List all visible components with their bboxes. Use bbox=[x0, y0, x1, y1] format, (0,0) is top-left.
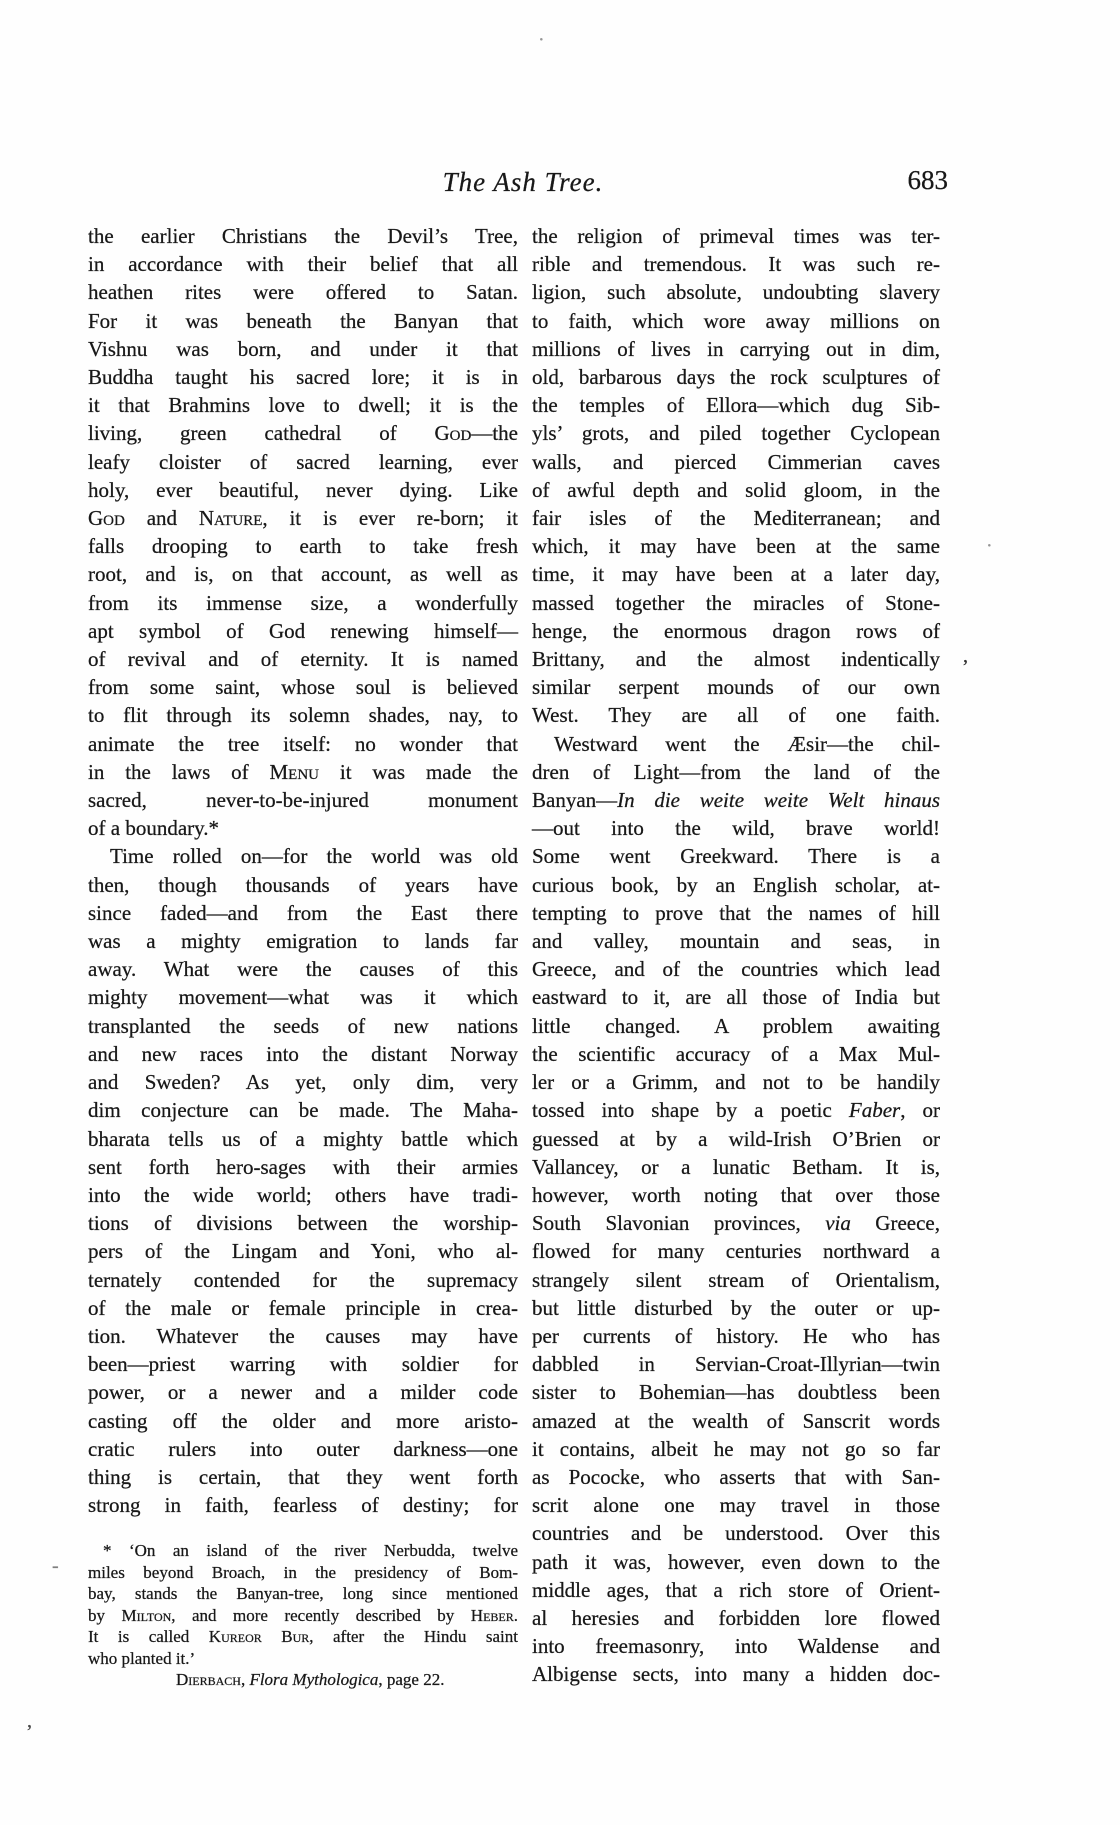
text-run: to flit through its solemn shades, nay, to bbox=[88, 703, 518, 728]
small-caps-text: Heber bbox=[470, 1605, 514, 1625]
text-run: who planted it.’ bbox=[88, 1648, 196, 1668]
text-line bbox=[88, 560, 518, 588]
text-run: the scientific accuracy of a Max Mul- bbox=[532, 1041, 940, 1066]
text-run: in accordance with their belief that all bbox=[88, 252, 518, 277]
text-run: Westward went the Æsir—the chil- bbox=[554, 731, 940, 756]
text-run: Buddha taught his sacred lore; it is in bbox=[88, 365, 518, 390]
text-run: been—priest warring with soldier for bbox=[88, 1352, 518, 1377]
text-line bbox=[532, 617, 940, 645]
text-run: Greece, and of the countries which lead bbox=[532, 957, 940, 982]
text-line bbox=[88, 278, 518, 306]
text-run: transplanted the seeds of new nations bbox=[88, 1013, 518, 1038]
text-run: thing is certain, that they went forth bbox=[88, 1464, 518, 1489]
text-run: amazed at the wealth of Sanscrit words bbox=[532, 1408, 940, 1433]
text-line bbox=[532, 1040, 940, 1068]
text-line bbox=[532, 1548, 940, 1576]
text-run: animate the tree itself: no wonder that bbox=[88, 731, 518, 756]
text-line bbox=[88, 983, 518, 1011]
text-line bbox=[532, 476, 940, 504]
text-run: , after the Hindu saint bbox=[309, 1627, 518, 1646]
text-run: tossed into shape by a poetic bbox=[532, 1098, 849, 1123]
text-line bbox=[88, 335, 518, 363]
text-run: guessed at by a wild-Irish O’Brien or bbox=[532, 1126, 940, 1151]
text-line bbox=[532, 758, 940, 786]
text-line bbox=[88, 250, 518, 278]
text-run: , page 22. bbox=[378, 1670, 445, 1689]
text-run: middle ages, that a rich store of Orient- bbox=[532, 1577, 940, 1602]
text-line bbox=[88, 532, 518, 560]
text-line bbox=[88, 589, 518, 617]
text-run: countries and be understood. Over this bbox=[532, 1521, 940, 1546]
text-run: then, though thousands of years have bbox=[88, 872, 518, 897]
text-line bbox=[532, 589, 940, 617]
text-run: the temples of Ellora—which dug Sib- bbox=[532, 393, 940, 418]
text-line bbox=[88, 419, 518, 447]
text-run: fair isles of the Mediterranean; and bbox=[532, 506, 940, 531]
text-run: into freemasonry, into Waldense and bbox=[532, 1634, 940, 1659]
italic-text: via bbox=[825, 1211, 851, 1236]
italic-text: In die weite weite Welt hinaus bbox=[617, 788, 940, 813]
right-column bbox=[532, 222, 940, 1689]
text-line bbox=[532, 701, 940, 729]
text-line bbox=[532, 1237, 940, 1265]
text-run: heathen rites were offered to Satan. bbox=[88, 280, 518, 305]
text-line bbox=[88, 1237, 518, 1265]
text-run: from some saint, whose soul is believed bbox=[88, 675, 518, 700]
text-run: it that Brahmins love to dwell; it is the bbox=[88, 393, 518, 418]
text-line bbox=[532, 1294, 940, 1322]
text-run: power, or a newer and a milder code bbox=[88, 1380, 518, 1405]
text-run: strangely silent stream of Orientalism, bbox=[532, 1267, 940, 1292]
text-run: South Slavonian provinces, bbox=[532, 1211, 826, 1236]
text-line bbox=[88, 1605, 518, 1627]
footnote bbox=[88, 1540, 518, 1691]
text-line bbox=[88, 391, 518, 419]
text-line bbox=[88, 363, 518, 391]
text-run: bay, stands the Banyan-tree, long since mentioned bbox=[88, 1584, 518, 1603]
text-run: sacred, never-to-be-injured monument bbox=[88, 788, 518, 813]
text-line bbox=[532, 1266, 940, 1294]
text-run: Time rolled on—for the world was old bbox=[110, 844, 518, 869]
text-line bbox=[88, 814, 518, 842]
text-run: It is called bbox=[88, 1627, 209, 1646]
text-line bbox=[532, 1068, 940, 1096]
text-run: casting off the older and more aristo- bbox=[88, 1408, 518, 1433]
text-line bbox=[532, 1463, 940, 1491]
text-line bbox=[532, 1153, 940, 1181]
text-run: dren of Light—from the land of the bbox=[532, 759, 940, 784]
text-line bbox=[532, 955, 940, 983]
text-line bbox=[88, 1491, 518, 1519]
ink-speck: - bbox=[52, 1555, 59, 1577]
text-run: sent forth hero-sages with their armies bbox=[88, 1154, 518, 1179]
text-line bbox=[532, 250, 940, 278]
text-line bbox=[532, 673, 940, 701]
ink-speck: ’ bbox=[26, 1721, 33, 1743]
text-line bbox=[532, 842, 940, 870]
text-run: per currents of history. He who has bbox=[532, 1323, 940, 1348]
text-line bbox=[88, 1125, 518, 1153]
text-run: massed together the miracles of Stone- bbox=[532, 590, 940, 615]
text-line bbox=[88, 1068, 518, 1096]
text-line bbox=[532, 1604, 940, 1632]
text-line bbox=[532, 363, 940, 391]
small-caps-text: God bbox=[88, 506, 125, 531]
text-run: similar serpent mounds of our own bbox=[532, 675, 940, 700]
text-line bbox=[532, 1660, 940, 1688]
text-line bbox=[88, 1648, 518, 1670]
text-line bbox=[532, 927, 940, 955]
text-line bbox=[532, 1322, 940, 1350]
text-line bbox=[88, 1181, 518, 1209]
text-line bbox=[532, 419, 940, 447]
text-run: and valley, mountain and seas, in bbox=[532, 929, 940, 954]
text-line bbox=[88, 1463, 518, 1491]
text-run: miles beyond Broach, in the presidency of Bom- bbox=[88, 1562, 518, 1582]
text-run: tions of divisions between the worship- bbox=[88, 1211, 518, 1236]
text-run: tempting to prove that the names of hill bbox=[532, 900, 940, 925]
text-line bbox=[88, 786, 518, 814]
text-line bbox=[88, 1153, 518, 1181]
text-line bbox=[532, 871, 940, 899]
text-line bbox=[532, 1435, 940, 1463]
text-run: ler or a Grimm, and not to be handily bbox=[532, 1070, 940, 1095]
text-line bbox=[88, 1350, 518, 1378]
text-run: Vallancey, or a lunatic Betham. It is, bbox=[532, 1154, 940, 1179]
text-line bbox=[88, 673, 518, 701]
text-run: pers of the Lingam and Yoni, who al- bbox=[88, 1239, 518, 1264]
text-run: , it is ever re-born; it bbox=[262, 506, 518, 531]
text-run: dim conjecture can be made. The Maha- bbox=[88, 1098, 518, 1123]
small-caps-text: Dierbach bbox=[176, 1670, 241, 1689]
text-line bbox=[88, 504, 518, 532]
text-line bbox=[532, 335, 940, 363]
text-line bbox=[532, 504, 940, 532]
text-run: from its immense size, a wonderfully bbox=[88, 590, 518, 615]
text-run: little changed. A problem awaiting bbox=[532, 1013, 940, 1038]
text-run: West. They are all of one faith. bbox=[532, 703, 940, 728]
small-caps-text: Milton bbox=[121, 1605, 172, 1625]
text-run: Albigense sects, into many a hidden doc- bbox=[532, 1662, 940, 1687]
text-run: ligion, such absolute, undoubting slavery bbox=[532, 280, 940, 305]
text-line bbox=[88, 1012, 518, 1040]
text-run: root, and is, on that account, as well as bbox=[88, 562, 518, 587]
text-line bbox=[88, 730, 518, 758]
text-line bbox=[532, 786, 940, 814]
text-run: —the bbox=[471, 421, 518, 446]
text-line bbox=[88, 448, 518, 476]
text-line bbox=[532, 983, 940, 1011]
text-line bbox=[532, 532, 940, 560]
text-run: but little disturbed by the outer or up- bbox=[532, 1295, 940, 1320]
text-run: yls’ grots, and piled together Cyclopean bbox=[532, 421, 940, 446]
text-line bbox=[532, 1350, 940, 1378]
text-line bbox=[88, 842, 518, 870]
small-caps-text: Nature bbox=[198, 506, 263, 531]
text-line bbox=[88, 1322, 518, 1350]
text-run: strong in faith, fearless of destiny; for bbox=[88, 1493, 518, 1518]
text-line bbox=[532, 560, 940, 588]
text-run: leafy cloister of sacred learning, ever bbox=[88, 449, 518, 474]
text-line bbox=[532, 899, 940, 927]
text-line bbox=[532, 1576, 940, 1604]
text-line bbox=[532, 1209, 940, 1237]
text-line bbox=[532, 1519, 940, 1547]
text-run: by bbox=[88, 1605, 122, 1625]
text-run: was a mighty emigration to lands far bbox=[88, 929, 518, 954]
text-run: flowed for many centuries northward a bbox=[532, 1239, 940, 1264]
text-line bbox=[88, 1266, 518, 1294]
ink-speck: , bbox=[963, 645, 968, 667]
text-line bbox=[532, 1407, 940, 1435]
text-run: holy, ever beautiful, never dying. Like bbox=[88, 477, 518, 502]
text-line bbox=[532, 307, 940, 335]
italic-text: Flora Mythologica bbox=[249, 1670, 379, 1689]
text-run: of awful depth and solid gloom, in the bbox=[532, 477, 940, 502]
text-run: time, it may have been at a later day, bbox=[532, 562, 940, 587]
text-line bbox=[88, 955, 518, 983]
text-run: however, worth noting that over those bbox=[532, 1182, 940, 1207]
text-run: of a boundary.* bbox=[88, 816, 220, 841]
text-line bbox=[532, 814, 940, 842]
text-line bbox=[88, 758, 518, 786]
text-run: of the male or female principle in crea- bbox=[88, 1295, 518, 1320]
text-line bbox=[532, 1012, 940, 1040]
text-run: Banyan— bbox=[532, 788, 618, 813]
text-line bbox=[88, 1540, 518, 1562]
text-line bbox=[88, 1294, 518, 1322]
page-number: 683 bbox=[907, 165, 948, 195]
text-run: , bbox=[240, 1670, 250, 1689]
text-run: and new races into the distant Norway bbox=[88, 1041, 518, 1066]
text-line bbox=[532, 222, 940, 250]
text-line bbox=[532, 1096, 940, 1124]
text-line bbox=[88, 701, 518, 729]
text-run: bharata tells us of a mighty battle which bbox=[88, 1126, 518, 1151]
text-line bbox=[88, 1435, 518, 1463]
text-line bbox=[88, 1040, 518, 1068]
text-line bbox=[88, 927, 518, 955]
text-run: scrit alone one may travel in those bbox=[532, 1493, 940, 1518]
text-run: Some went Greekward. There is a bbox=[532, 844, 940, 869]
text-line bbox=[532, 1181, 940, 1209]
text-run: of revival and of eternity. It is named bbox=[88, 647, 518, 672]
ink-speck: · bbox=[986, 535, 993, 557]
text-run: Greece, bbox=[850, 1211, 940, 1236]
text-run: the religion of primeval times was ter- bbox=[532, 224, 940, 248]
text-run: curious book, by an English scholar, at- bbox=[532, 872, 940, 897]
text-run: apt symbol of God renewing himself— bbox=[88, 618, 518, 643]
text-run: as Pococke, who asserts that with San- bbox=[532, 1464, 940, 1489]
text-run: living, green cathedral of bbox=[88, 421, 435, 446]
text-run: rible and tremendous. It was such re- bbox=[532, 252, 940, 277]
text-line bbox=[88, 307, 518, 335]
text-run: old, barbarous days the rock sculptures of bbox=[532, 365, 940, 390]
text-line bbox=[532, 1491, 940, 1519]
text-run: . bbox=[513, 1605, 518, 1625]
text-line bbox=[88, 1096, 518, 1124]
text-run: away. What were the causes of this bbox=[88, 957, 518, 982]
text-run: since faded—and from the East there bbox=[88, 900, 518, 925]
text-line bbox=[532, 448, 940, 476]
text-line bbox=[88, 1407, 518, 1435]
text-line bbox=[88, 476, 518, 504]
text-run: dabbled in Servian-Croat-Illyrian—twin bbox=[532, 1352, 940, 1377]
text-line bbox=[88, 1562, 518, 1584]
text-line bbox=[532, 278, 940, 306]
text-run: , and more recently described by bbox=[171, 1605, 471, 1625]
small-caps-text: Menu bbox=[269, 759, 319, 784]
text-line bbox=[88, 1626, 518, 1648]
text-run: * ‘On an island of the river Nerbudda, twelve bbox=[103, 1541, 518, 1560]
text-run: which, it may have been at the same bbox=[532, 534, 940, 559]
text-run: eastward to it, are all those of India but bbox=[532, 985, 940, 1010]
text-line bbox=[88, 1583, 518, 1605]
text-line bbox=[88, 1378, 518, 1406]
text-run: and bbox=[124, 506, 199, 531]
text-line bbox=[88, 871, 518, 899]
small-caps-text: God bbox=[434, 421, 472, 446]
text-run: ternately contended for the supremacy bbox=[88, 1267, 518, 1292]
text-line bbox=[88, 645, 518, 673]
text-line bbox=[88, 1209, 518, 1237]
running-head-title: The Ash Tree. bbox=[442, 167, 604, 197]
text-run: it contains, albeit he may not go so far bbox=[532, 1436, 940, 1461]
text-run: al heresies and forbidden lore flowed bbox=[532, 1605, 940, 1630]
text-run: For it was beneath the Banyan that bbox=[88, 308, 518, 333]
text-run: and Sweden? As yet, only dim, very bbox=[88, 1070, 518, 1095]
text-line bbox=[532, 645, 940, 673]
text-run: Brittany, and the almost indentically bbox=[532, 647, 940, 672]
text-run: falls drooping to earth to take fresh bbox=[88, 534, 518, 559]
italic-text: Faber bbox=[848, 1098, 901, 1123]
text-line bbox=[88, 899, 518, 927]
text-line bbox=[532, 1632, 940, 1660]
ink-speck: · bbox=[538, 29, 545, 51]
text-run: in the laws of bbox=[88, 759, 270, 784]
text-run: it was made the bbox=[319, 759, 518, 784]
text-run: walls, and pierced Cimmerian caves bbox=[532, 449, 940, 474]
text-run: the earlier Christians the Devil’s Tree, bbox=[88, 224, 518, 248]
text-run: Vishnu was born, and under it that bbox=[88, 336, 518, 361]
text-line bbox=[532, 391, 940, 419]
left-column bbox=[88, 222, 518, 1519]
text-run: sister to Bohemian—has doubtless been bbox=[532, 1380, 940, 1405]
text-run: cratic rulers into outer darkness—one bbox=[88, 1436, 518, 1461]
text-line bbox=[88, 1669, 518, 1691]
text-line bbox=[532, 1378, 940, 1406]
text-line bbox=[88, 222, 518, 250]
text-line bbox=[532, 1125, 940, 1153]
text-run: tion. Whatever the causes may have bbox=[88, 1323, 518, 1348]
text-run: , or bbox=[900, 1098, 940, 1123]
text-line bbox=[532, 730, 940, 758]
text-run: —out into the wild, brave world! bbox=[532, 816, 940, 841]
text-run: millions of lives in carrying out in dim, bbox=[532, 336, 940, 361]
text-run: path it was, however, even down to the bbox=[532, 1549, 940, 1574]
text-run: to faith, which wore away millions on bbox=[532, 308, 940, 333]
text-run: mighty movement—what was it which bbox=[88, 985, 518, 1010]
small-caps-text: Kureor Bur bbox=[208, 1627, 310, 1646]
text-line bbox=[88, 617, 518, 645]
text-run: henge, the enormous dragon rows of bbox=[532, 618, 940, 643]
text-run: into the wide world; others have tradi- bbox=[88, 1182, 518, 1207]
